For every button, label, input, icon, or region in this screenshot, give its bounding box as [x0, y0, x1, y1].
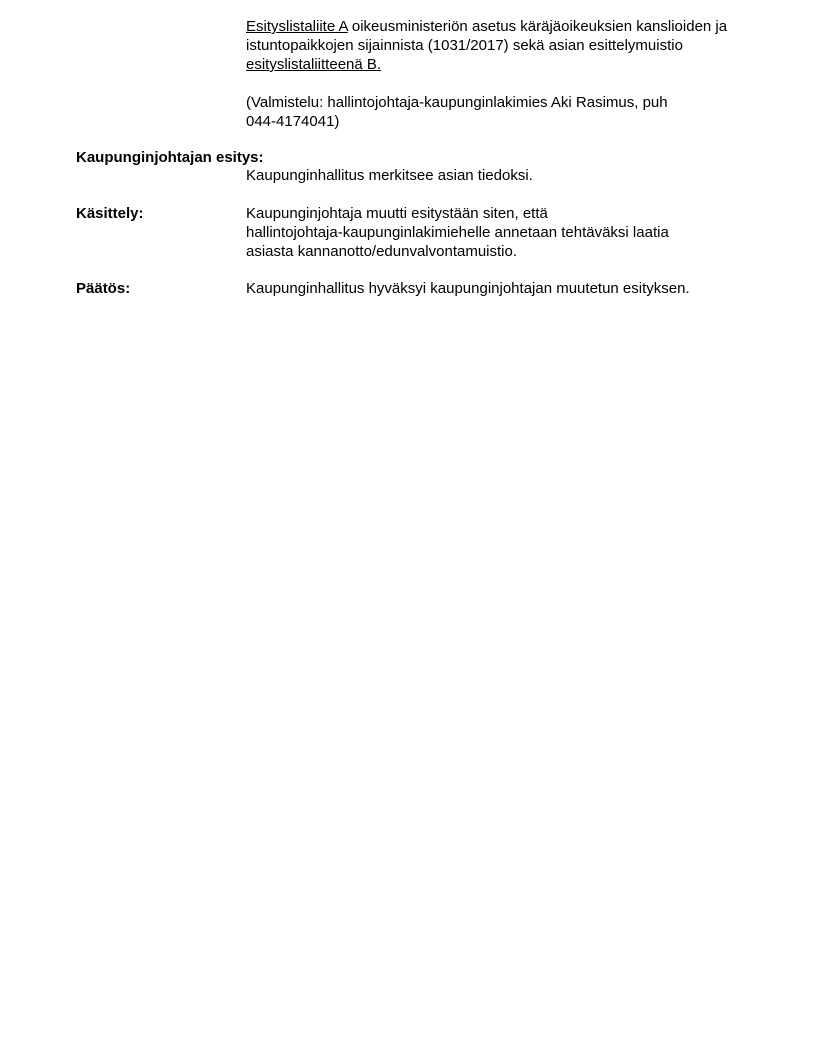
handling-line-3: asiasta kannanotto/edunvalvontamuistio. — [246, 243, 518, 260]
preparer-line-2: 044-4174041) — [246, 113, 340, 130]
proposal-text: Kaupunginhallitus merkitsee asian tiedoksi. — [246, 167, 533, 184]
handling-line-1: Kaupunginjohtaja muutti esitystään siten, että — [246, 205, 548, 222]
decision-label: Päätös: — [76, 280, 131, 297]
decision-text: Kaupunginhallitus hyväksyi kaupunginjohtajan muutetun esityksen. — [246, 280, 690, 297]
handling-line-2: hallintojohtaja-kaupunginlakimiehelle annetaan tehtäväksi laatia — [246, 224, 669, 241]
attachment-b-link[interactable]: esityslistaliitteenä B. — [246, 56, 382, 73]
preparer-line-1: (Valmistelu: hallintojohtaja-kaupunginlakimies Aki Rasimus, puh — [246, 94, 668, 111]
proposal-label: Kaupunginjohtajan esitys: — [76, 149, 264, 166]
handling-label: Käsittely: — [76, 205, 144, 222]
preparer-paragraph — [246, 93, 746, 131]
attachment-a-link[interactable]: Esityslistaliite A — [246, 18, 348, 35]
handling-paragraph — [246, 204, 746, 261]
attachments-text: oikeusministeriön asetus käräjäoikeuksien kanslioiden ja istuntopaikkojen sijainnista (1031/2017) sekä asian esittelymuistio — [246, 18, 728, 54]
attachments-paragraph — [246, 17, 746, 74]
